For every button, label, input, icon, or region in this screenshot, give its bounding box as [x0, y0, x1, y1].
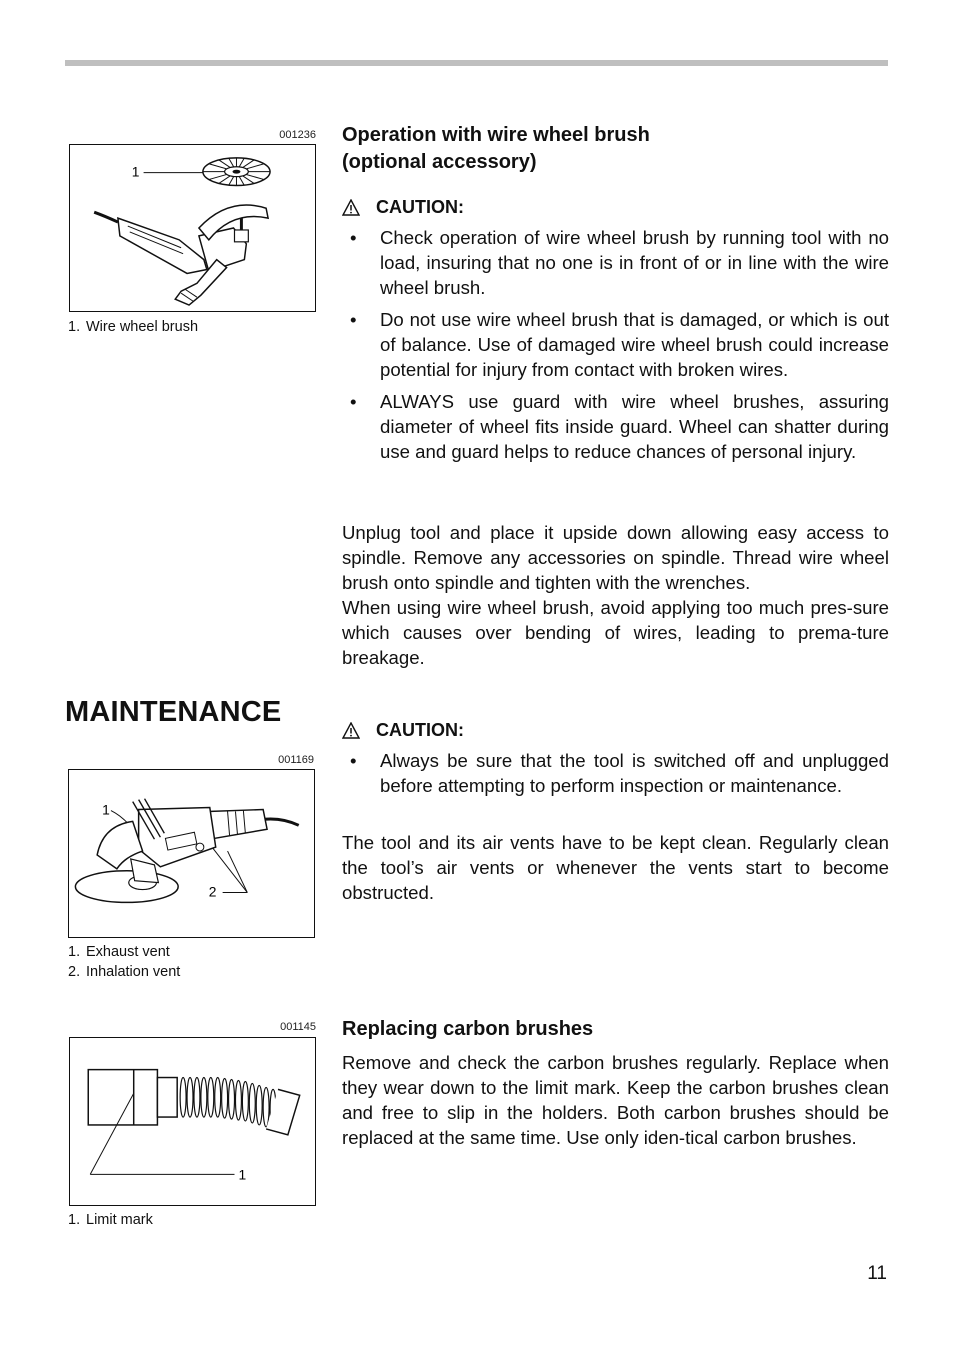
legend-text: Wire wheel brush — [86, 319, 199, 335]
legend-item — [68, 1210, 153, 1230]
callout-number: 1 — [102, 801, 110, 818]
callout-number: 2 — [208, 883, 217, 900]
callout-number: 1 — [238, 1166, 247, 1183]
figure-code-maintenance: 001169 — [278, 754, 314, 766]
figure-wire-wheel-brush — [69, 144, 316, 312]
header-rule — [65, 60, 888, 66]
legend-wire-brush — [68, 317, 198, 337]
caution-label: CAUTION: — [376, 197, 464, 217]
legend-text: Limit mark — [86, 1212, 153, 1228]
figure-carbon-brush — [69, 1037, 316, 1206]
legend-text: Exhaust vent — [86, 944, 170, 960]
title-line-2: (optional accessory) — [342, 151, 537, 173]
caution-list-maintenance — [342, 748, 889, 805]
legend-item — [68, 317, 198, 337]
caution-heading-wire-brush — [342, 197, 464, 218]
caution-list-wire-brush — [342, 225, 889, 471]
legend-number: 1. — [68, 944, 81, 960]
legend-carbon — [68, 1210, 153, 1230]
list-item: • Check operation of wire wheel brush by running tool with no load, insuring that no one is in front of or in line with the wire wheel brush. — [342, 225, 889, 300]
figure-code-wire-brush: 001236 — [279, 129, 316, 141]
paragraph-wire-brush-1: Unplug tool and place it upside down allowing easy access to spindle. Remove any accessories on spindle. Thread wire wheel brush onto spindle and tighten with the wrenches. — [342, 522, 889, 593]
legend-text: Inhalation vent — [86, 964, 181, 980]
legend-number: 1. — [68, 1212, 81, 1228]
list-item: • Do not use wire wheel brush that is damaged, or which is out of balance. Use of damaged wire wheel brush could increase potential for injury from contact with broken wires. — [342, 307, 889, 382]
callout-number: 1 — [131, 163, 140, 180]
grinder-wire-brush-illustration — [70, 145, 315, 311]
legend-number: 1. — [68, 319, 81, 335]
caution-heading-maintenance — [342, 720, 464, 741]
page-number: 11 — [867, 1263, 887, 1284]
figure-code-carbon: 001145 — [280, 1021, 316, 1033]
list-item: • ALWAYS use guard with wire wheel brushes, assuring diameter of wheel fits inside guard. Wheel can shatter during use and guard helps to reduce chances of personal injury. — [342, 389, 889, 464]
warning-triangle-icon — [342, 722, 360, 739]
section-title-maintenance: MAINTENANCE — [65, 696, 282, 728]
legend-number: 2. — [68, 964, 81, 980]
paragraph-maintenance: The tool and its air vents have to be kept clean. Regularly clean the tool’s air vents or whenever the vents start to become obstructed. — [342, 832, 889, 903]
list-item: • Always be sure that the tool is switched off and unplugged before attempting to perform inspection or maintenance. — [342, 748, 889, 798]
section-title-wire-brush — [342, 122, 650, 176]
legend-item — [68, 962, 180, 982]
paragraph-wire-brush-2: When using wire wheel brush, avoid applying too much pres-sure which causes over bending of wires, leading to prema-ture breakage. — [342, 597, 889, 668]
figure-air-vents — [68, 769, 315, 938]
grinder-vents-illustration — [69, 770, 314, 937]
section-title-carbon: Replacing carbon brushes — [342, 1018, 594, 1040]
legend-maintenance — [68, 942, 180, 982]
title-line-1: Operation with wire wheel brush — [342, 124, 650, 146]
carbon-brush-illustration — [70, 1038, 315, 1205]
caution-label: CAUTION: — [376, 720, 464, 740]
legend-item — [68, 942, 180, 962]
warning-triangle-icon — [342, 199, 360, 216]
paragraph-carbon: Remove and check the carbon brushes regularly. Replace when they wear down to the limit mark. Keep the carbon brushes clean and free to slip in the holders. Both carbon brushes should be replaced at the same time. Use only iden-tical carbon brushes. — [342, 1052, 889, 1148]
